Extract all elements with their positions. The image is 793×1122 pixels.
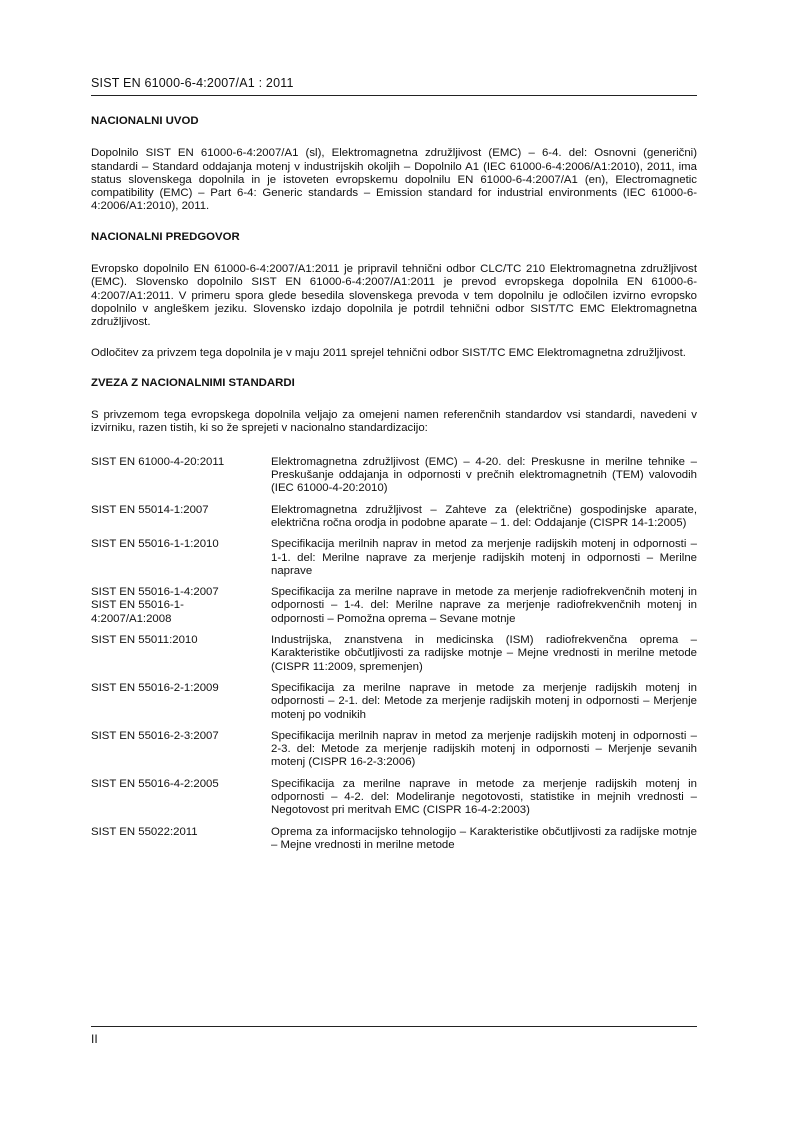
table-row	[91, 456, 697, 504]
standard-description: Industrijska, znanstvena in medicinska (ISM) radiofrekvenčna oprema – Karakteristike občutljivosti za radijske motnje – Mejne vrednosti in merilne metode (CISPR 11:2009, spremenjen)	[271, 634, 697, 673]
standard-description: Specifikacija za merilne naprave in metode za merjenje radijskih motenj in odpornosti – 2-1. del: Metode za merjenje radijskih motenj in odpornosti – Merjenje motenj po vodnikih	[271, 681, 697, 721]
standard-code: SIST EN 55022:2011	[91, 825, 198, 838]
paragraph-uvod: Dopolnilo SIST EN 61000-6-4:2007/A1 (sl), Elektromagnetna združljivost (EMC) – 6-4. del: Osnovni (generični) standardi – Standard oddajanja motenj v industrijskih okoljih – Dopolnilo A1 (IEC 61000-6-4:2006/A1:2010), 2011, ima status slovenskega dopolnila in je istoveten evropskemu dopolnilu EN 61000-6-4:2007/A1 (en), Electromagnetic compatibility (EMC) – Part 6-4: Generic standards – Emission standard for industrial environments (IEC 61000-6-4:2006/A1:2010), 2011.	[91, 147, 697, 213]
table-row	[91, 504, 697, 539]
footer-divider	[91, 1026, 697, 1027]
table-row	[91, 538, 697, 586]
standard-code: SIST EN 55016-4-2:2005	[91, 777, 219, 790]
standard-description: Elektromagnetna združljivost – Zahteve za (električne) gospodinjske aparate, električna ročna orodja in podobne aparate – 1. del: Oddajanje (CISPR 14-1:2005)	[271, 503, 697, 529]
paragraph-predgovor-1: Evropsko dopolnilo EN 61000-6-4:2007/A1:2011 je pripravil tehnični odbor CLC/TC 210 Elektromagnetna združljivost (EMC). Slovensko dopolnilo SIST EN 61000-6-4:2007/A1:2011 je prevod evropskega dopolnila EN 61000-6-4:2007/A1:2011. V primeru spora glede besedila slovenskega prevoda v tem dopolnilu je odločilen izvirno evropsko dopolnilo v angleškem jeziku. Slovensko izdajo dopolnila je potrdil tehnični odbor SIST/TC EMC Elektromagnetna združljivost.	[91, 263, 697, 329]
standard-code: SIST EN 55016-2-3:2007	[91, 729, 219, 742]
table-row	[91, 778, 697, 826]
paragraph-zveza: S privzemom tega evropskega dopolnila veljajo za omejeni namen referenčnih standardov vsi standardi, navedeni v izvirniku, razen tistih, ki so že sprejeti v nacionalno standardizacijo:	[91, 409, 697, 435]
standard-code: SIST EN 55016-2-1:2009	[91, 681, 219, 694]
section-heading-uvod: NACIONALNI UVOD	[91, 115, 199, 127]
standard-description: Oprema za informacijsko tehnologijo – Karakteristike občutljivosti za radijske motnje – Mejne vrednosti in merilne metode	[271, 825, 697, 851]
table-row	[91, 682, 697, 730]
table-row	[91, 730, 697, 778]
standard-code: SIST EN 61000-4-20:2011	[91, 455, 225, 468]
section-heading-predgovor: NACIONALNI PREDGOVOR	[91, 230, 240, 243]
reference-standards-table	[91, 456, 697, 860]
standard-code-group	[91, 586, 271, 634]
standard-description: Specifikacija za merilne naprave in metode za merjenje radiofrekvenčnih motenj in odpornosti – 1-4. del: Merilne naprave za merjenje radiofrekvenčnih motenj in odpornosti – Pomožna oprema – Sevane motnje	[271, 586, 697, 625]
table-row	[91, 586, 697, 634]
standard-code: SIST EN 55011:2010	[91, 634, 198, 647]
standard-code: SIST EN 55016-1-1:2010	[91, 538, 219, 551]
standard-description: Specifikacija merilnih naprav in metod za merjenje radijskih motenj in odpornosti – 1-1. del: Merilne naprave za merjenje radijskih motenj in odpornosti – Merilne naprave	[271, 538, 697, 577]
standard-code-amendment-part1: SIST EN 55016-1-	[91, 599, 184, 612]
header-divider	[91, 95, 697, 96]
page-header-title: SIST EN 61000-6-4:2007/A1 : 2011	[91, 76, 294, 90]
standard-code: SIST EN 55014-1:2007	[91, 503, 209, 516]
section-heading-zveza: ZVEZA Z NACIONALNIMI STANDARDI	[91, 376, 295, 389]
standard-code-amendment-part2: 4:2007/A1:2008	[91, 612, 172, 625]
standard-description: Specifikacija za merilne naprave in metode za merjenje radijskih motenj in odpornosti – 4-2. del: Modeliranje negotovosti, statistike in mejnih vrednosti – Negotovost pri meritvah EMC (CISPR 16-4-2:2003)	[271, 777, 697, 817]
standard-description: Elektromagnetna združljivost (EMC) – 4-20. del: Preskusne in merilne tehnike – Preskušanje oddajanja in odpornosti v prečnih elektromagnetnih (TEM) valovodih (IEC 61000-4-20:2010)	[271, 455, 697, 495]
standard-description: Specifikacija merilnih naprav in metod za merjenje radijskih motenj in odpornosti – 2-3. del: Metode za merjenje radijskih motenj in odpornosti – Merjenje sevanih motenj (CISPR 16-2-3:2006)	[271, 729, 697, 769]
paragraph-predgovor-2: Odločitev za privzem tega dopolnila je v maju 2011 sprejel tehnični odbor SIST/TC EMC Elektromagnetna združljivost.	[91, 346, 686, 359]
table-row	[91, 826, 697, 861]
standard-code: SIST EN 55016-1-4:2007	[91, 586, 219, 599]
table-row	[91, 634, 697, 682]
document-body	[91, 115, 697, 860]
page-number: II	[91, 1032, 98, 1046]
